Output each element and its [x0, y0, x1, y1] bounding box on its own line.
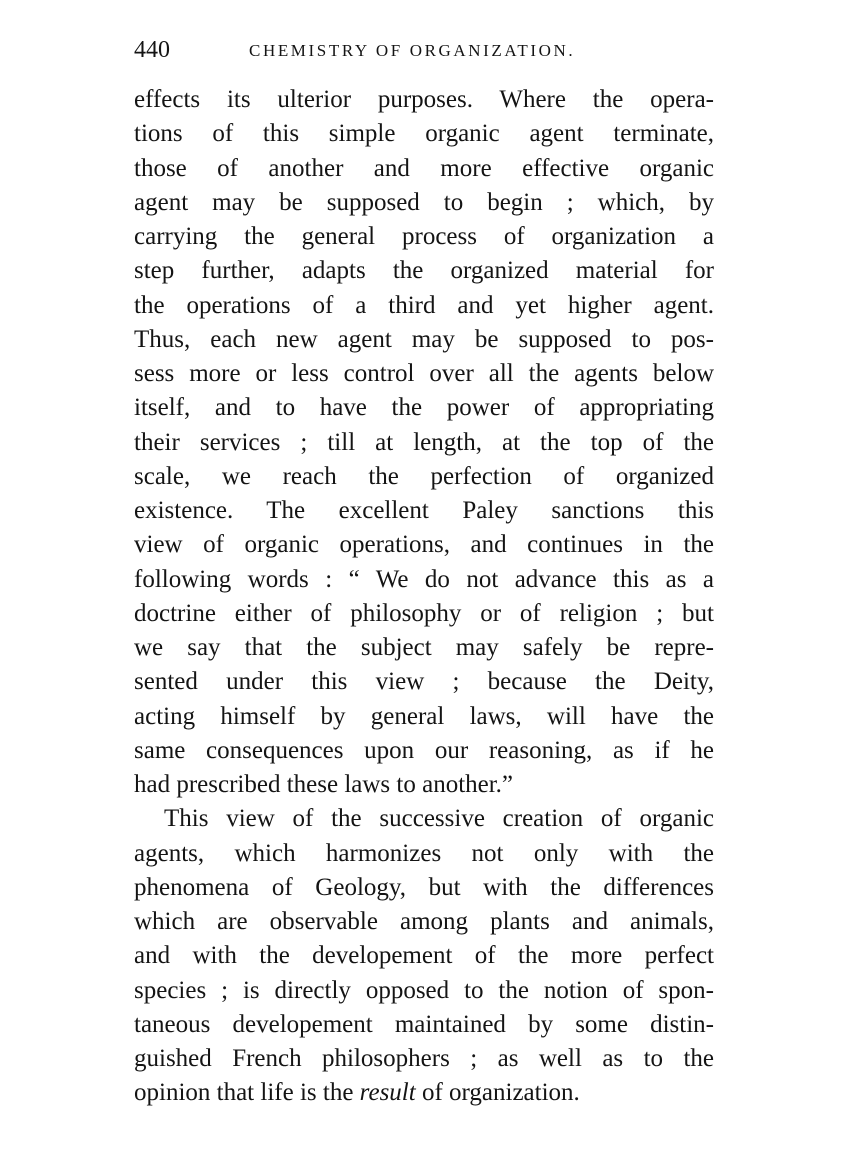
text-line: step further, adapts the organized material for — [134, 257, 714, 285]
text-line: sess more or less control over all the agents below — [134, 360, 714, 387]
text-line: following words : “ We do not advance this as a — [134, 565, 714, 593]
paragraph-2 — [134, 802, 714, 1110]
text-line: carrying the general process of organization a — [134, 223, 714, 250]
text-line: phenomena of Geology, but with the differences — [134, 873, 714, 901]
text-line: tions of this simple organic agent terminate, — [134, 120, 714, 148]
text-line: those of another and more effective organic — [134, 154, 714, 182]
page-number: 440 — [134, 37, 170, 63]
text-line: same consequences upon our reasoning, as if he — [134, 736, 714, 764]
text-line: doctrine either of philosophy or of religion ; but — [134, 599, 714, 627]
text-run: of organization. — [415, 1079, 580, 1107]
text-line: we say that the subject may safely be repre- — [134, 634, 714, 661]
paragraph-1 — [134, 83, 714, 802]
text-run: opinion that life is the — [134, 1079, 360, 1107]
text-line: itself, and to have the power of appropriating — [134, 394, 714, 422]
text-line: which are observable among plants and animals, — [134, 908, 714, 935]
text-line: the operations of a third and yet higher agent. — [134, 291, 714, 319]
text-line: scale, we reach the perfection of organized — [134, 462, 714, 490]
text-line: their services ; till at length, at the top of the — [134, 428, 714, 456]
text-line: taneous developement maintained by some distin- — [134, 1010, 714, 1038]
running-title: CHEMISTRY OF ORGANIZATION. — [249, 41, 576, 60]
text-line: view of organic operations, and continues in the — [134, 531, 714, 559]
emphasis: result — [359, 1079, 416, 1107]
text-line: existence. The excellent Paley sanctions this — [134, 497, 714, 524]
text-line: had prescribed these laws to another.” — [134, 771, 514, 798]
text-line: species ; is directly opposed to the notion of spon- — [134, 976, 714, 1004]
running-head — [134, 34, 714, 66]
text-line: agent may be supposed to begin ; which, by — [134, 188, 714, 216]
text-line: acting himself by general laws, will have the — [134, 702, 714, 730]
text-line: Thus, each new agent may be supposed to pos- — [134, 325, 714, 353]
text-line: agents, which harmonizes not only with the — [134, 839, 714, 867]
text-line-final — [134, 1076, 714, 1110]
text-line: sented under this view ; because the Deity, — [134, 668, 714, 696]
text-line: This view of the successive creation of organic — [164, 805, 714, 833]
text-line: and with the developement of the more perfect — [134, 942, 714, 970]
text-line: guished French philosophers ; as well as to the — [134, 1045, 714, 1072]
text-line: effects its ulterior purposes. Where the opera- — [134, 86, 714, 113]
body-text — [134, 83, 714, 1111]
